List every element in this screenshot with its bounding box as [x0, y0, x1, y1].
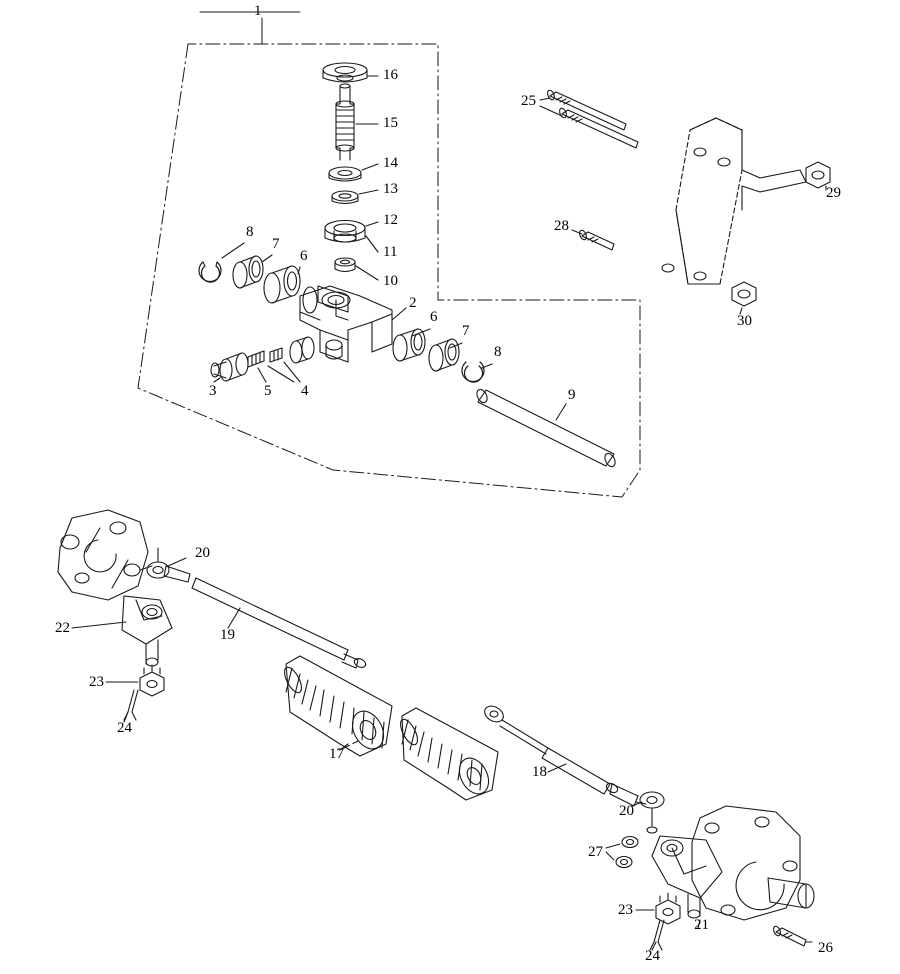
callout-17: 17 [329, 746, 344, 762]
callout-18: 18 [532, 764, 547, 780]
callout-7-left: 7 [272, 236, 280, 252]
part-14-retainer-washer [329, 167, 361, 181]
callout-7-right: 7 [462, 323, 470, 339]
callout-9: 9 [568, 387, 576, 403]
part-26-bolt-small [772, 925, 806, 946]
part-21-knuckle-bracket-right [652, 806, 814, 920]
part-16-dust-cover [323, 63, 367, 82]
callout-4: 4 [301, 383, 309, 399]
part-17-rack-boot-left [281, 656, 392, 756]
part-10-nut [335, 258, 355, 272]
callout-23-left: 23 [89, 674, 104, 690]
callout-10: 10 [383, 273, 398, 289]
bracket-assembly-right [676, 118, 742, 284]
part-13-oil-seal [332, 191, 358, 204]
callout-23-right: 23 [618, 902, 633, 918]
part-17-rack-boot-right [397, 708, 498, 800]
part-3-end-plug [211, 353, 248, 381]
callout-24-right: 24 [645, 948, 660, 964]
callout-22: 22 [55, 620, 70, 636]
callout-2: 2 [409, 295, 417, 311]
callout-16: 16 [383, 67, 398, 83]
callout-24-left: 24 [117, 720, 132, 736]
callout-13: 13 [383, 181, 398, 197]
callout-30: 30 [737, 313, 752, 329]
callout-1: 1 [254, 3, 262, 19]
part-24-cotter-pin-right [650, 920, 664, 950]
part-23-castle-nut-right [656, 893, 680, 924]
callout-14: 14 [383, 155, 398, 171]
callout-28: 28 [554, 218, 569, 234]
part-27-washers [616, 837, 638, 868]
part-19-inner-tie-rod-left [192, 578, 367, 669]
callout-11: 11 [383, 244, 398, 260]
part-6-bushing-right [393, 329, 425, 361]
part-18-inner-tie-rod-right [482, 703, 619, 795]
part-7-seal-left [233, 256, 263, 288]
part-12-bearing [325, 221, 365, 243]
part-4-springs [248, 348, 282, 367]
part-6-bushing-left [264, 266, 300, 303]
part-15-pinion-shaft [336, 84, 354, 160]
callout-15: 15 [383, 115, 398, 131]
callout-6-right: 6 [430, 309, 438, 325]
callout-6-left: 6 [300, 248, 308, 264]
callout-19: 19 [220, 627, 235, 643]
part-28-stud-bolt [578, 229, 614, 250]
callout-26: 26 [818, 940, 833, 956]
callout-21: 21 [694, 917, 709, 933]
callout-20-right: 20 [619, 803, 634, 819]
bracket-solid-right [662, 118, 806, 284]
callout-5: 5 [264, 383, 272, 399]
callout-3: 3 [209, 383, 217, 399]
callout-12: 12 [383, 212, 398, 228]
part-7-seal-right [429, 339, 459, 371]
part-9-rack-shaft [475, 388, 617, 469]
part-22-knuckle-bracket-left [58, 510, 172, 666]
callout-8-right: 8 [494, 344, 502, 360]
part-23-castle-nut-left [140, 665, 164, 696]
part-25-mounting-bolts [546, 89, 638, 148]
callout-27: 27 [588, 844, 603, 860]
part-8-snap-ring-left [199, 262, 221, 282]
callout-29: 29 [826, 185, 841, 201]
callout-8-left: 8 [246, 224, 254, 240]
part-5-rack-guide [290, 337, 314, 363]
part-8-snap-ring-right [462, 362, 484, 382]
callout-25: 25 [521, 93, 536, 109]
callout-20-left: 20 [195, 545, 210, 561]
part-30-flange-nut [732, 282, 756, 306]
